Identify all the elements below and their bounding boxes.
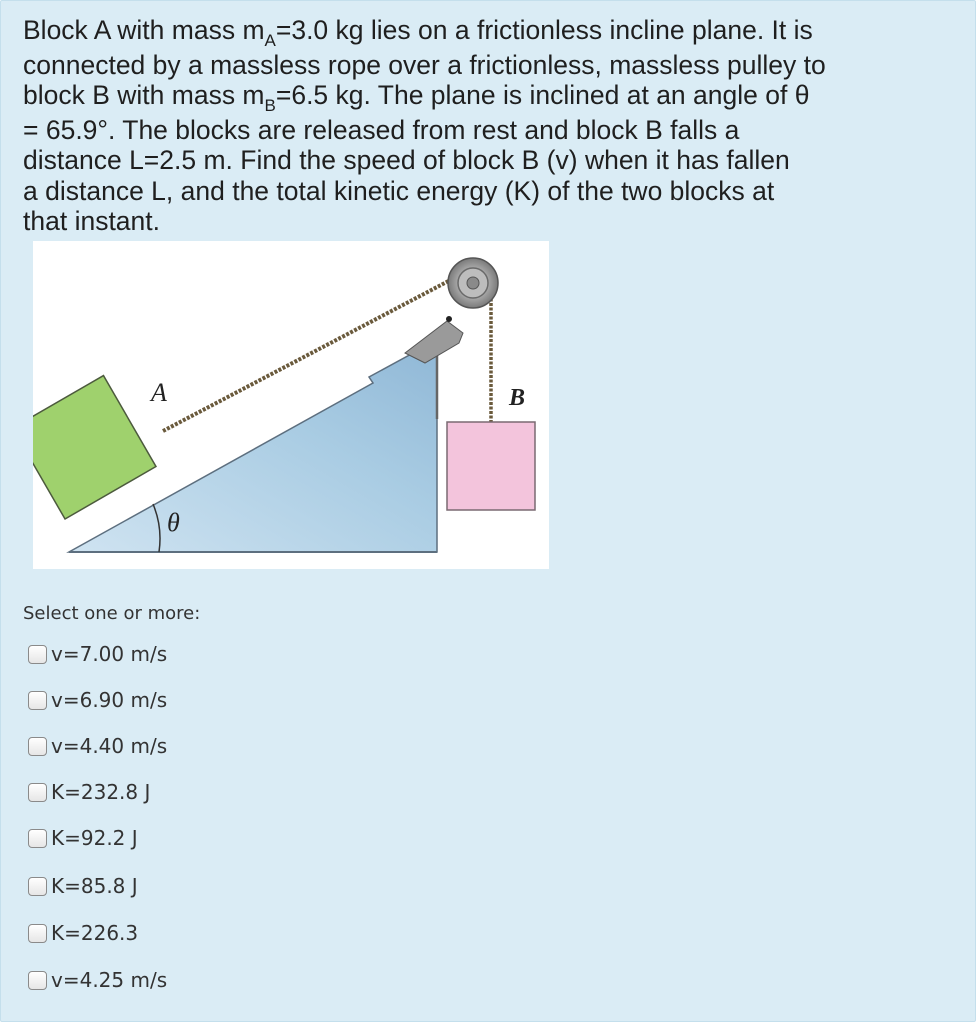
- option-6[interactable]: [28, 871, 138, 901]
- option-label: K=92.2 J: [51, 826, 138, 850]
- question-line-7: that instant.: [23, 206, 161, 236]
- option-3[interactable]: [28, 731, 167, 761]
- question-line-6: a distance L, and the total kinetic energy (K) of the two blocks at: [23, 175, 775, 206]
- checkbox-icon[interactable]: [28, 877, 47, 896]
- checkbox-icon[interactable]: [28, 691, 47, 710]
- option-8[interactable]: [28, 965, 167, 995]
- checkbox-icon[interactable]: [28, 924, 47, 943]
- question-line-3-end: =6.5 kg. The plane is inclined at an angle of θ: [275, 80, 810, 110]
- option-label: v=4.25 m/s: [51, 968, 168, 992]
- checkbox-icon[interactable]: [28, 829, 47, 848]
- option-7[interactable]: [28, 918, 138, 948]
- option-2[interactable]: [28, 685, 167, 715]
- option-label: K=232.8 J: [51, 780, 151, 804]
- option-label: v=6.90 m/s: [51, 688, 168, 712]
- bracket-pin-icon: [446, 316, 452, 322]
- select-prompt: Select one or more:: [23, 603, 201, 624]
- option-label: v=7.00 m/s: [51, 642, 168, 666]
- question-line-2: connected by a massless rope over a frictionless, massless pulley to: [23, 49, 826, 80]
- option-label: v=4.40 m/s: [51, 734, 168, 758]
- incline-diagram: [33, 241, 549, 569]
- question-line-5: distance L=2.5 m. Find the speed of block B (v) when it has fallen: [23, 145, 790, 175]
- pulley-icon: [448, 258, 498, 308]
- question-line-1: [23, 15, 963, 50]
- question-line-4: = 65.9°. The blocks are released from rest and block B falls a: [23, 114, 740, 145]
- checkbox-icon[interactable]: [28, 737, 47, 756]
- option-label: K=85.8 J: [51, 874, 138, 898]
- question-line-1-start: Block A with mass m: [23, 15, 265, 45]
- theta-label: θ: [167, 508, 180, 537]
- option-5[interactable]: [28, 823, 138, 853]
- checkbox-icon[interactable]: [28, 971, 47, 990]
- pulley-bracket: [405, 321, 463, 363]
- subscript-b: B: [264, 96, 276, 115]
- question-line-3: [23, 80, 963, 115]
- question-line-3-start: block B with mass m: [23, 80, 265, 110]
- block-b: [447, 422, 535, 510]
- option-4[interactable]: [28, 777, 150, 807]
- block-a-label: A: [151, 378, 167, 407]
- question-text: [23, 15, 963, 237]
- checkbox-icon[interactable]: [28, 645, 47, 664]
- question-line-1-end: =3.0 kg lies on a frictionless incline plane. It is: [275, 15, 813, 45]
- option-label: K=226.3: [51, 921, 139, 945]
- subscript-a: A: [264, 31, 276, 50]
- option-1[interactable]: [28, 639, 167, 669]
- block-b-label: B: [509, 385, 526, 411]
- incline-diagram-svg: [33, 241, 549, 569]
- checkbox-icon[interactable]: [28, 783, 47, 802]
- block-a: [33, 376, 156, 519]
